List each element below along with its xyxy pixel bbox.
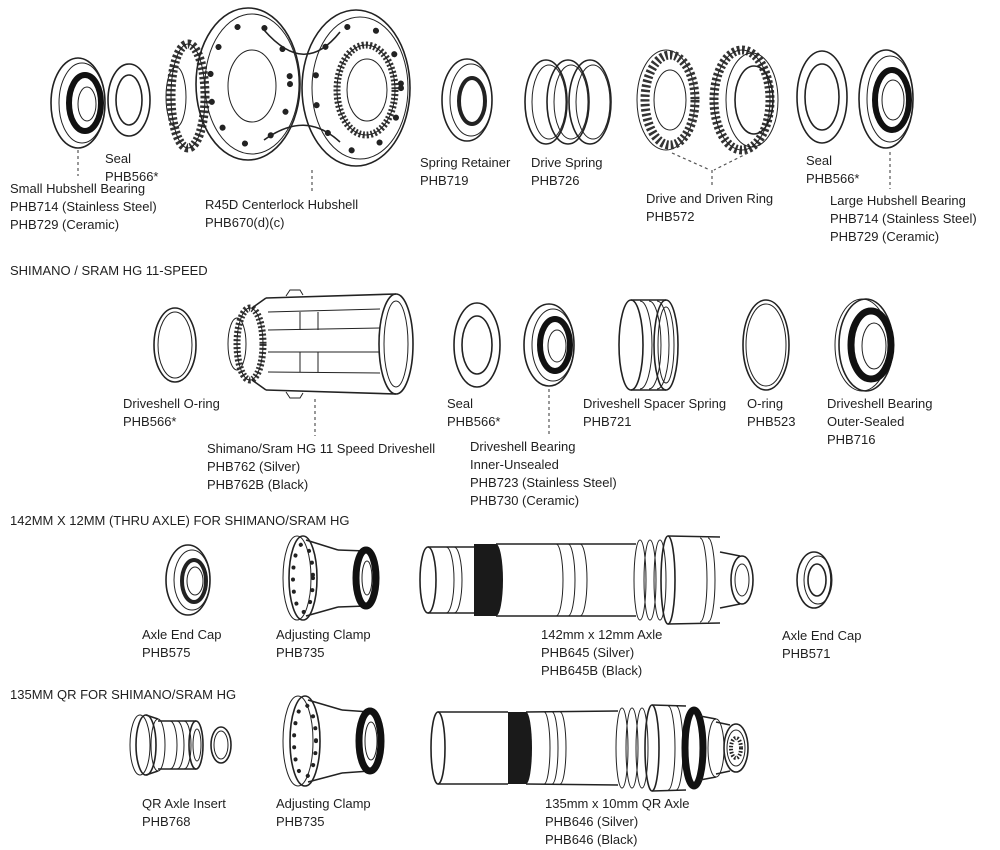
- part-driveshell-oring: [154, 308, 196, 382]
- label-line: PHB572: [646, 209, 695, 224]
- label-axle-142: [541, 626, 662, 680]
- label-line: O-ring: [747, 396, 784, 411]
- label-line: Seal: [105, 151, 132, 166]
- label-line: PHB719: [420, 173, 469, 188]
- part-adjusting-clamp-142: [283, 536, 376, 620]
- label-axle-end-cap-571: [782, 627, 862, 663]
- label-line: PHB714 (Stainless Steel): [10, 199, 157, 214]
- label-line: 135mm x 10mm QR Axle: [545, 796, 690, 811]
- label-line: PHB566*: [105, 169, 159, 184]
- part-oring-523: [743, 300, 789, 390]
- label-line: Driveshell Bearing: [470, 439, 576, 454]
- part-qr-axle-insert: [130, 715, 231, 775]
- label-line: PHB735: [276, 645, 325, 660]
- label-line: PHB726: [531, 173, 580, 188]
- part-drive-ring: [637, 50, 695, 150]
- part-driveshell-bearing-inner: [524, 304, 574, 386]
- label-line: Adjusting Clamp: [276, 627, 371, 642]
- label-line: Driveshell Spacer Spring: [583, 396, 727, 411]
- label-line: PHB762 (Silver): [207, 459, 301, 474]
- label-axle-end-cap-575: [142, 626, 222, 662]
- label-line: PHB716: [827, 432, 876, 447]
- label-line: Axle End Cap: [782, 628, 862, 643]
- label-line: PHB646 (Black): [545, 832, 638, 847]
- label-line: PHB762B (Black): [207, 477, 309, 492]
- part-seal-left: [108, 64, 150, 136]
- label-line: PHB646 (Silver): [545, 814, 639, 829]
- label-seal-left: [105, 150, 158, 186]
- label-drive-driven-ring: [646, 190, 773, 226]
- label-driveshell: [207, 440, 435, 494]
- label-line: Spring Retainer: [420, 155, 511, 170]
- label-oring-523: [747, 395, 795, 431]
- label-spacer-spring: [583, 395, 726, 431]
- part-driveshell-bearing-outer: [835, 299, 893, 391]
- label-line: Adjusting Clamp: [276, 796, 371, 811]
- label-line: Shimano/Sram HG 11 Speed Driveshell: [207, 441, 436, 456]
- label-hubshell: [205, 196, 358, 232]
- label-qr-axle-insert: [142, 795, 226, 831]
- label-line: PHB566*: [806, 171, 860, 186]
- label-axle-135: [545, 795, 690, 849]
- label-line: Driveshell O-ring: [123, 396, 220, 411]
- part-large-hubshell-bearing: [859, 50, 913, 148]
- section-header-11speed: SHIMANO / SRAM HG 11-SPEED: [10, 263, 208, 278]
- label-line: Large Hubshell Bearing: [830, 193, 966, 208]
- part-seal-right: [797, 51, 847, 143]
- label-line: Drive and Driven Ring: [646, 191, 774, 206]
- label-spring-retainer: [420, 154, 510, 190]
- label-line: PHB670(d)(c): [205, 215, 285, 230]
- leader-lines-section2: [315, 389, 549, 436]
- label-line: PHB723 (Stainless Steel): [470, 475, 617, 490]
- part-axle-end-cap-571: [797, 552, 832, 608]
- label-line: PHB729 (Ceramic): [830, 229, 940, 244]
- label-adjusting-clamp-142: [276, 626, 371, 662]
- part-adjusting-clamp-qr: [283, 696, 381, 786]
- label-line: PHB714 (Stainless Steel): [830, 211, 977, 226]
- label-line: Seal: [806, 153, 833, 168]
- label-line: Small Hubshell Bearing: [10, 181, 146, 196]
- label-adjusting-clamp-qr: [276, 795, 371, 831]
- label-line: Inner-Unsealed: [470, 457, 559, 472]
- label-line: Drive Spring: [531, 155, 603, 170]
- part-axle-135-qr: [431, 705, 748, 791]
- label-line: PHB571: [782, 646, 831, 661]
- part-driven-ring: [714, 50, 778, 150]
- label-line: PHB523: [747, 414, 796, 429]
- label-line: PHB729 (Ceramic): [10, 217, 120, 232]
- part-spring-retainer: [442, 59, 492, 141]
- label-line: Driveshell Bearing: [827, 396, 933, 411]
- label-line: PHB730 (Ceramic): [470, 493, 580, 508]
- label-seal-right: [806, 152, 859, 188]
- label-line: Outer-Sealed: [827, 414, 905, 429]
- label-driveshell-seal: [447, 395, 500, 431]
- label-line: PHB575: [142, 645, 191, 660]
- label-line: PHB566*: [447, 414, 501, 429]
- part-centerlock-hubshell: [166, 8, 410, 166]
- section-header-135mm: 135MM QR FOR SHIMANO/SRAM HG: [10, 687, 237, 702]
- label-line: PHB645 (Silver): [541, 645, 635, 660]
- label-line: PHB768: [142, 814, 191, 829]
- part-driveshell: [228, 290, 413, 398]
- label-driveshell-oring: [123, 395, 220, 431]
- label-line: 142mm x 12mm Axle: [541, 627, 663, 642]
- part-axle-142: [420, 536, 753, 624]
- label-small-hubshell-bearing: [10, 180, 157, 234]
- section-header-142mm: 142MM X 12MM (THRU AXLE) FOR SHIMANO/SRAM HG: [10, 513, 350, 528]
- label-large-hubshell-bearing: [830, 192, 977, 246]
- label-driveshell-bearing-inner: [470, 438, 617, 510]
- part-driveshell-seal: [454, 303, 500, 387]
- label-line: PHB566*: [123, 414, 177, 429]
- part-axle-end-cap-575: [166, 545, 210, 615]
- label-line: PHB645B (Black): [541, 663, 643, 678]
- part-driveshell-spacer-spring: [619, 300, 678, 390]
- part-small-hubshell-bearing: [51, 58, 105, 148]
- label-line: Seal: [447, 396, 474, 411]
- part-drive-spring: [525, 60, 611, 144]
- label-line: R45D Centerlock Hubshell: [205, 197, 359, 212]
- label-drive-spring: [531, 154, 603, 190]
- label-line: PHB721: [583, 414, 632, 429]
- label-driveshell-bearing-outer: [827, 395, 933, 449]
- label-line: QR Axle Insert: [142, 796, 226, 811]
- label-line: PHB735: [276, 814, 325, 829]
- label-line: Axle End Cap: [142, 627, 222, 642]
